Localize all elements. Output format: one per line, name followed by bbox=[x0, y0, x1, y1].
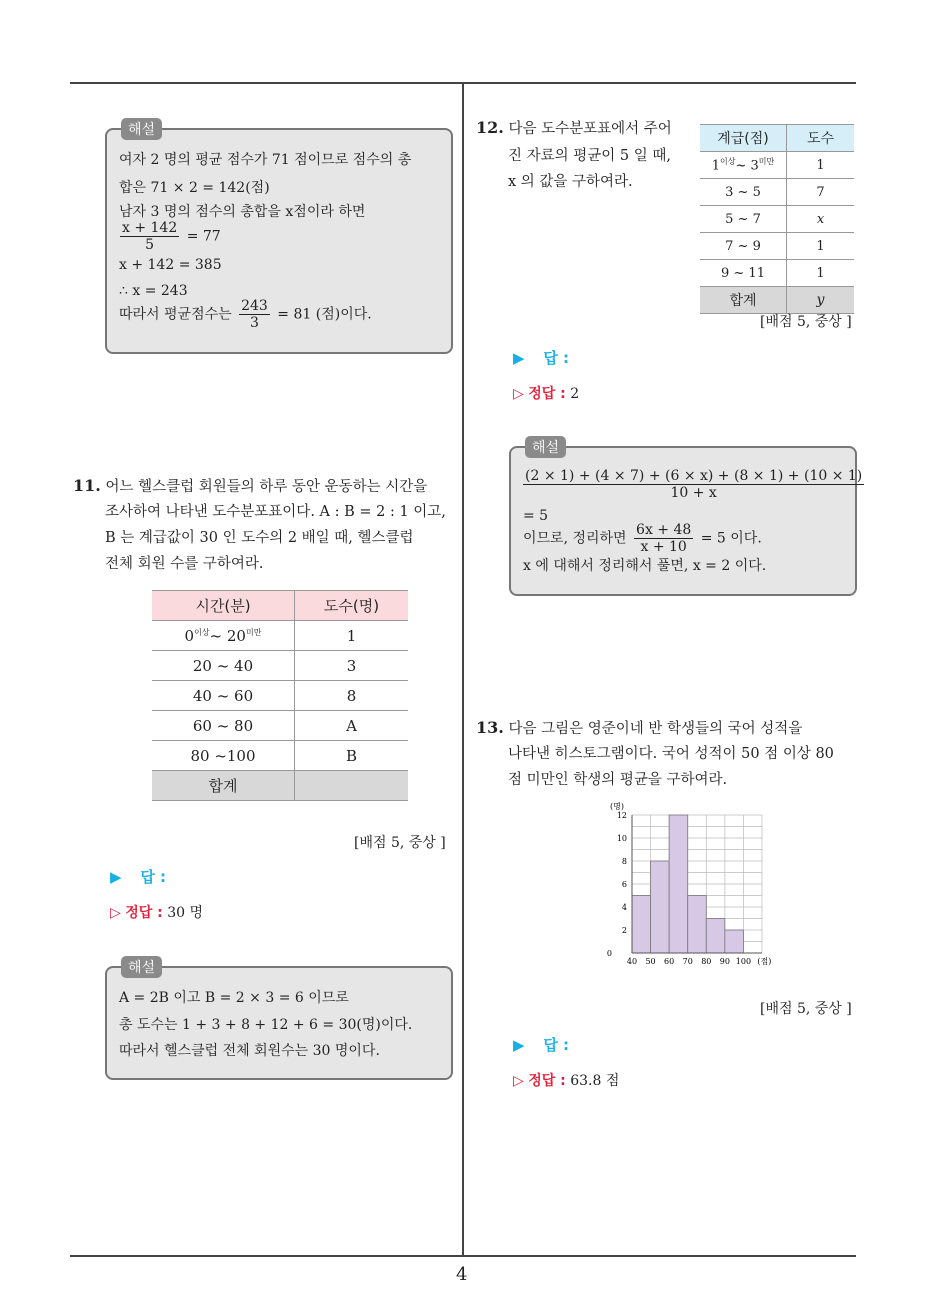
q11-row3-range: 40 ~ 60 bbox=[152, 681, 295, 711]
q11-sol-line2: 총 도수는 1 + 3 + 8 + 12 + 6 = 30(명)이다. bbox=[119, 1017, 413, 1033]
x-tick-label: 40 bbox=[626, 957, 638, 966]
q11-row3-freq: 8 bbox=[295, 681, 409, 711]
y-tick-label: 12 bbox=[616, 811, 627, 820]
q11-solution-box bbox=[105, 960, 453, 1080]
bottom-rule bbox=[70, 1255, 856, 1257]
y-tick-label: 4 bbox=[621, 903, 627, 912]
q12-row3-range: 5 ~ 7 bbox=[700, 206, 787, 233]
q12-header-class: 계급(점) bbox=[700, 125, 787, 152]
q11-total-value bbox=[295, 771, 409, 801]
y-tick-label: 10 bbox=[616, 834, 627, 843]
q11-line4: 전체 회원 수를 구하여라. bbox=[105, 556, 264, 572]
q12-total-value: y bbox=[787, 287, 855, 314]
y-tick-label: 0 bbox=[606, 949, 612, 958]
q12-row1-range: $1^{이상}\sim$ $3^{미만}$ bbox=[700, 152, 787, 179]
q12-total-label: 합계 bbox=[700, 287, 787, 314]
x-tick-label: 50 bbox=[645, 957, 656, 966]
q13-line1: 13. 다음 그림은 영준이네 반 학생들의 국어 성적을 bbox=[476, 718, 803, 737]
solution-tag: 해설 bbox=[121, 956, 162, 978]
q11-sol-line1: A = 2B 이고 B = 2 × 3 = 6 이므로 bbox=[119, 990, 349, 1006]
q11-answer: ▶ 답 : bbox=[110, 868, 167, 886]
q13-line2: 나타낸 히스토그램이다. 국어 성적이 50 점 이상 80 bbox=[508, 746, 834, 762]
q12-answer: ▶ 답 : bbox=[513, 349, 570, 367]
q12-line2: 진 자료의 평균이 5 일 때, bbox=[508, 148, 671, 164]
q10-sol-line2: 합은 71 × 2 = 142(점) bbox=[119, 180, 270, 196]
q12-row4-range: 7 ~ 9 bbox=[700, 233, 787, 260]
q10-fraction-1: $\frac{x + 142}{5}$ bbox=[122, 220, 178, 253]
q11-row2-freq: 3 bbox=[295, 651, 409, 681]
q11-row5-freq: B bbox=[295, 741, 409, 771]
histogram-bar bbox=[632, 896, 651, 954]
histogram-bar bbox=[669, 815, 688, 953]
q10-sol-line1: 여자 2 명의 평균 점수가 71 점이므로 점수의 총 bbox=[119, 152, 412, 168]
y-tick-label: 6 bbox=[621, 880, 627, 889]
q12-score: [배점 5, 중상 ] bbox=[760, 314, 852, 330]
q11-header-time: 시간(분) bbox=[152, 591, 295, 621]
column-divider bbox=[462, 84, 464, 1256]
q11-line1: 11. 어느 헬스클럽 회원들의 하루 동안 운동하는 시간을 bbox=[73, 476, 428, 495]
q11-frequency-table bbox=[152, 590, 408, 801]
q12-row3-freq: x bbox=[787, 206, 855, 233]
q11-header-freq: 도수(명) bbox=[295, 591, 409, 621]
q12-sol-fraction: $\frac{(2 \times 1) + (4 \times 7) + (6 \times x) + (8 \times 1) + (10 \times 1)}{10 + x}$ bbox=[525, 468, 863, 501]
play-icon: ▶ bbox=[513, 349, 525, 367]
q12-line1: 12. 다음 도수분포표에서 주어 bbox=[476, 118, 672, 137]
x-tick-label: 80 bbox=[701, 957, 712, 966]
q13-histogram bbox=[590, 798, 790, 973]
q12-row4-freq: 1 bbox=[787, 233, 855, 260]
q11-row1-range: $0^{이상}\sim$ $20^{미만}$ bbox=[152, 621, 295, 651]
y-tick-label: 8 bbox=[621, 857, 627, 866]
q12-row1-freq: 1 bbox=[787, 152, 855, 179]
q10-sol-line6: ∴ x = 243 bbox=[119, 283, 188, 299]
q12-row5-range: 9 ~ 11 bbox=[700, 260, 787, 287]
q10-sol-line7: 따라서 평균점수는 $\frac{243}{3}$ = 81 (점)이다. bbox=[119, 298, 372, 331]
x-axis-label: (점) bbox=[757, 957, 772, 966]
q12-sol-eq: = 5 bbox=[523, 508, 549, 524]
q11-total-label: 합계 bbox=[152, 771, 295, 801]
q13-score: [배점 5, 중상 ] bbox=[760, 1001, 852, 1017]
histogram-bar bbox=[706, 919, 725, 954]
q11-row1-freq: 1 bbox=[295, 621, 409, 651]
histogram-bar bbox=[725, 930, 744, 953]
q10-sol-line4: $\frac{x + 142}{5}$ = 77 bbox=[122, 220, 221, 253]
histogram-bar bbox=[651, 861, 670, 953]
q13-correct: ▷ 정답 : 63.8 점 bbox=[513, 1073, 620, 1089]
q13-answer: ▶ 답 : bbox=[513, 1036, 570, 1054]
q12-row2-range: 3 ~ 5 bbox=[700, 179, 787, 206]
q11-row4-range: 60 ~ 80 bbox=[152, 711, 295, 741]
q11-row2-range: 20 ~ 40 bbox=[152, 651, 295, 681]
x-tick-label: 70 bbox=[682, 957, 693, 966]
solution-tag: 해설 bbox=[121, 118, 162, 140]
play-icon: ▶ bbox=[110, 868, 122, 886]
q12-row2-freq: 7 bbox=[787, 179, 855, 206]
q11-line3: B 는 계급값이 30 인 도수의 2 배일 때, 헬스클럽 bbox=[105, 530, 414, 546]
solution-tag: 해설 bbox=[525, 436, 566, 458]
x-tick-label: 100 bbox=[735, 957, 752, 966]
histogram-bar bbox=[688, 896, 707, 954]
q12-line3: x 의 값을 구하여라. bbox=[508, 174, 633, 190]
play-icon: ▶ bbox=[513, 1036, 525, 1054]
triangle-icon: ▷ bbox=[513, 386, 524, 402]
q11-row5-range: 80 ~100 bbox=[152, 741, 295, 771]
q13-line3: 점 미만인 학생의 평균을 구하여라. bbox=[508, 772, 728, 788]
y-axis-label: (명) bbox=[610, 802, 624, 811]
page-number: 4 bbox=[456, 1264, 468, 1285]
triangle-icon: ▷ bbox=[513, 1073, 524, 1089]
q11-correct: ▷ 정답 : 30 명 bbox=[110, 905, 204, 921]
q12-solution-box bbox=[509, 440, 863, 596]
triangle-icon: ▷ bbox=[110, 905, 121, 921]
q10-sol-line5: x + 142 = 385 bbox=[119, 257, 222, 273]
x-tick-label: 60 bbox=[664, 957, 675, 966]
q11-row4-freq: A bbox=[295, 711, 409, 741]
q11-line2: 조사하여 나타낸 도수분포표이다. A : B = 2 : 1 이고, bbox=[105, 504, 446, 520]
q10-sol-line3: 남자 3 명의 점수의 총합을 x점이라 하면 bbox=[119, 204, 366, 220]
q12-row5-freq: 1 bbox=[787, 260, 855, 287]
q12-frequency-table bbox=[700, 124, 854, 314]
q12-header-freq: 도수 bbox=[787, 125, 855, 152]
q11-score: [배점 5, 중상 ] bbox=[354, 835, 446, 851]
x-tick-label: 90 bbox=[719, 957, 730, 966]
q10-solution-box bbox=[105, 122, 453, 354]
q11-sol-line3: 따라서 헬스클럽 전체 회원수는 30 명이다. bbox=[119, 1043, 380, 1059]
q12-sol-line2: 이므로, 정리하면 $\frac{6x + 48}{x + 10}$ = 5 이다. bbox=[523, 522, 762, 555]
q12-correct: ▷ 정답 : 2 bbox=[513, 386, 580, 402]
y-tick-label: 2 bbox=[621, 926, 627, 935]
q12-sol-line3: x 에 대해서 정리해서 풀면, x = 2 이다. bbox=[523, 558, 767, 574]
q10-fraction-2: $\frac{243}{3}$ bbox=[241, 298, 268, 331]
